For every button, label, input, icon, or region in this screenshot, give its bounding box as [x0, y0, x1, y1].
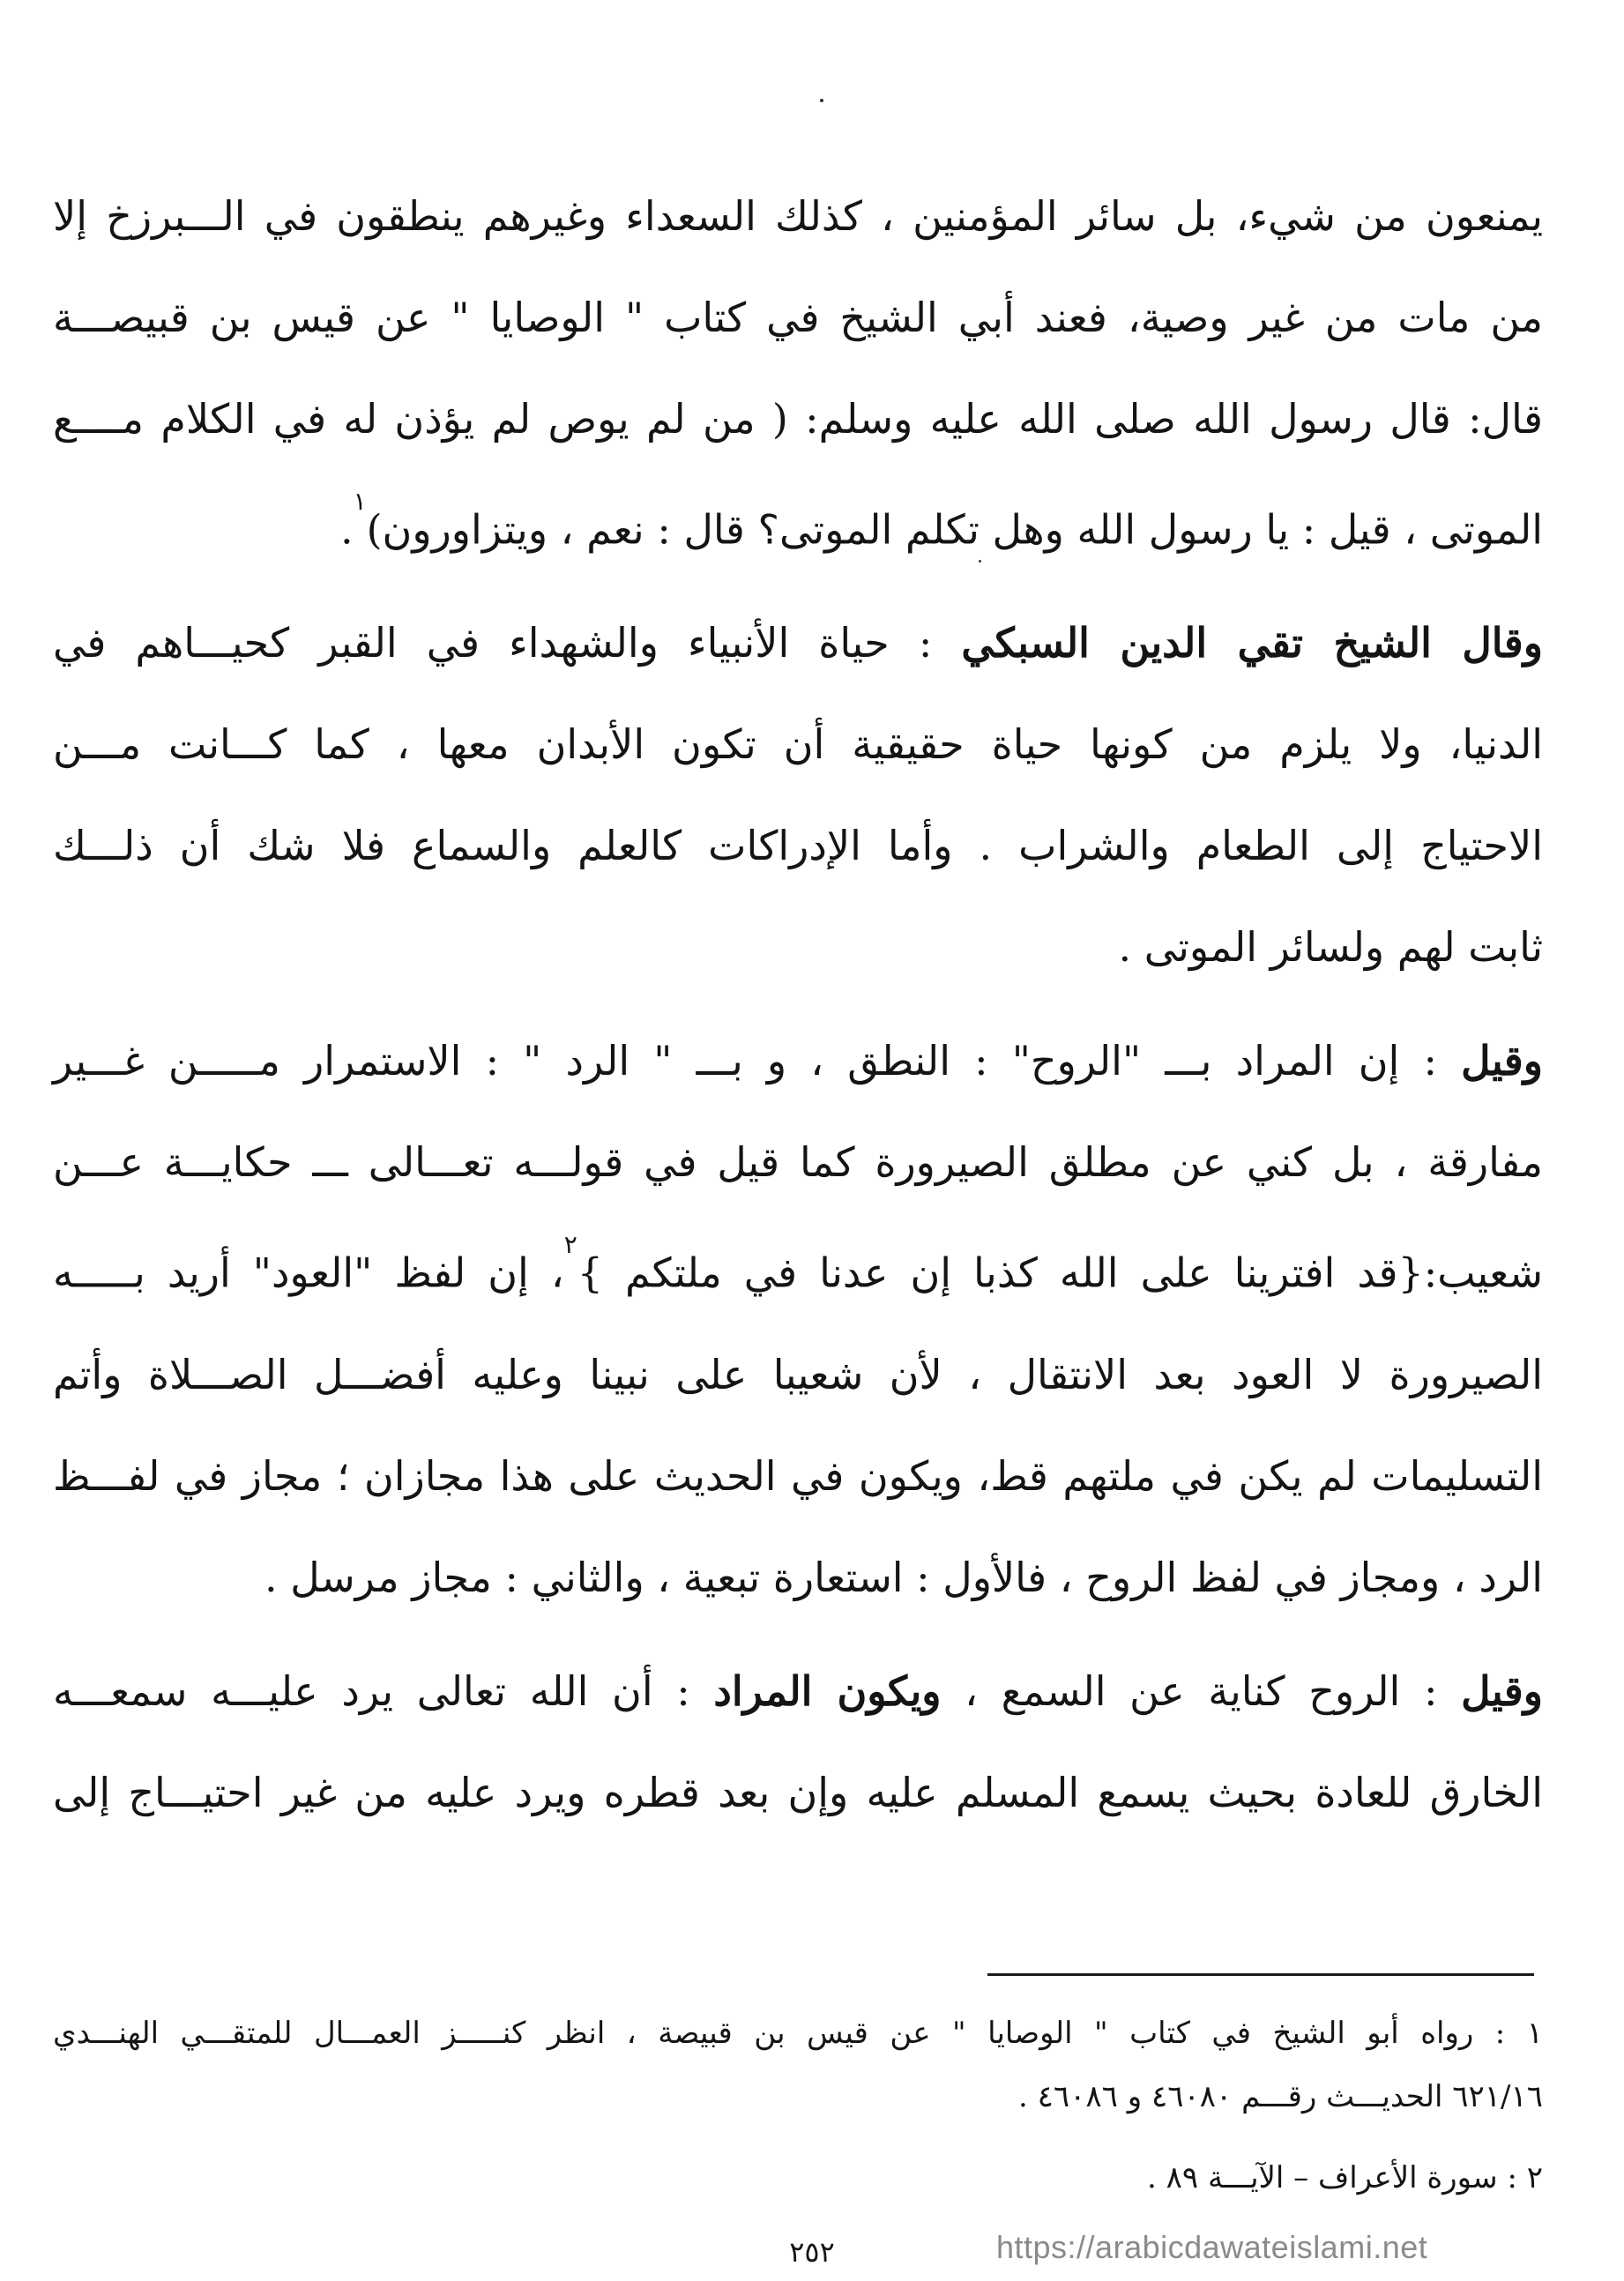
footnote-2	[53, 2146, 1543, 2210]
footnote-ref-1: ١	[353, 487, 367, 516]
footnotes	[53, 2001, 1543, 2210]
text-line: الدنيا، ولا يلزم من كونها حياة حقيقية أن تكون الأبدان معها ، كما كـــانت مـــن	[53, 720, 1543, 769]
scan-speck	[820, 99, 823, 102]
text-line: الخارق للعادة بحيث يسمع المسلم عليه وإن بعد قطره ويرد عليه من غير احتيـــاج إلى	[53, 1768, 1543, 1816]
bold-lead: وقال الشيخ تقي الدين السبكي	[961, 619, 1543, 667]
bold-phrase: ويكون المراد	[713, 1666, 942, 1715]
text-line	[53, 1213, 1543, 1323]
footnote-separator	[987, 1973, 1534, 1976]
text-segment: : إن المراد بـــ "الروح" : النطق ، و بـــ " الرد " : الاستمرار مـــــن غـــير	[53, 1037, 1462, 1085]
footnote-line: ٦٢١/١٦ الحديـــث رقـــم ٤٦٠٨٠ و ٤٦٠٨٦ .	[1018, 2079, 1543, 2114]
footnote-line: ١ : رواه أبو الشيخ في كتاب " الوصايا " عن قيس بن قبيصة ، انظر كنـــــز العمـــال للمتقـــي الهنـــدي	[53, 2016, 1543, 2051]
footnote-gap	[53, 2128, 1543, 2146]
paragraph-3	[53, 1010, 1543, 1628]
text-line	[53, 593, 1543, 694]
text-line: مفارقة ، بل كني عن مطلق الصيرورة كما قيل في قولـــه تعـــالى ـــ حكايـــة عـــن	[53, 1138, 1543, 1187]
paragraph-1	[53, 166, 1543, 580]
text-line: الاحتياج إلى الطعام والشراب . وأما الإدراكات كالعلم والسماع فلا شك أن ذلـــك	[53, 822, 1543, 870]
text-segment: ، إن لفظ "العود" أريد بـــــه	[53, 1249, 564, 1297]
text-line: ثابت لهم ولسائر الموتى .	[1118, 923, 1543, 972]
text-line: من مات من غير وصية، فعند أبي الشيخ في كتاب " الوصايا " عن قيس بن قبيصـــة	[53, 294, 1543, 341]
paragraph-2	[53, 593, 1543, 998]
text-line: يمنعون من شيء، بل سائر المؤمنين ، كذلك السعداء وغيرهم ينطقون في الـــبرزخ إلا	[53, 192, 1543, 240]
text-line	[53, 1010, 1543, 1112]
footnote-line: ٢ : سورة الأعراف – الآيـــة ٨٩ .	[1147, 2160, 1543, 2195]
text-line: الرد ، ومجاز في لفظ الروح ، فالأول : استعارة تبعية ، والثاني : مجاز مرسل .	[264, 1553, 1543, 1601]
footnote-ref-2: ٢	[563, 1230, 577, 1260]
text-line: قال: قال رسول الله صلى الله عليه وسلم: ( من لم يوص لم يؤذن له في الكلام مــــع	[53, 395, 1543, 443]
text-line	[53, 1641, 1543, 1742]
footnote-1	[53, 2001, 1543, 2128]
text-segment: : حياة الأنبياء والشهداء في القبر كحيـــاهم في	[53, 619, 962, 667]
watermark-url: https://arabicdawateislami.net	[996, 2229, 1428, 2265]
text-line: الصيرورة لا العود بعد الانتقال ، لأن شعيبا على نبينا وعليه أفضـــل الصـــلاة وأتم	[53, 1350, 1543, 1398]
quran-quote: شعيب:{قد افترينا على الله كذبا إن عدنا في ملتكم }	[577, 1249, 1544, 1297]
text-segment: الموتى ، قيل : يا رسول الله وهل تكلم الموتى؟ قال : نعم ، ويتزاورون)	[366, 505, 1543, 554]
text-segment: : الروح كناية عن السمع ،	[941, 1666, 1462, 1715]
paragraph-4	[53, 1641, 1543, 1844]
page-number: ٢٥٢	[789, 2235, 835, 2269]
text-line	[53, 470, 1543, 580]
bold-lead: وقيل	[1461, 1666, 1544, 1715]
bold-lead: وقيل	[1461, 1037, 1543, 1085]
text-segment: .	[339, 505, 354, 554]
text-segment: : أن الله تعالى يرد عليـــه سمعـــه	[53, 1666, 714, 1715]
text-line: التسليمات لم يكن في ملتهم قط، ويكون في الحديث على هذا مجازان ؛ مجاز في لفـــظ	[53, 1451, 1543, 1500]
main-text	[53, 166, 1543, 1844]
